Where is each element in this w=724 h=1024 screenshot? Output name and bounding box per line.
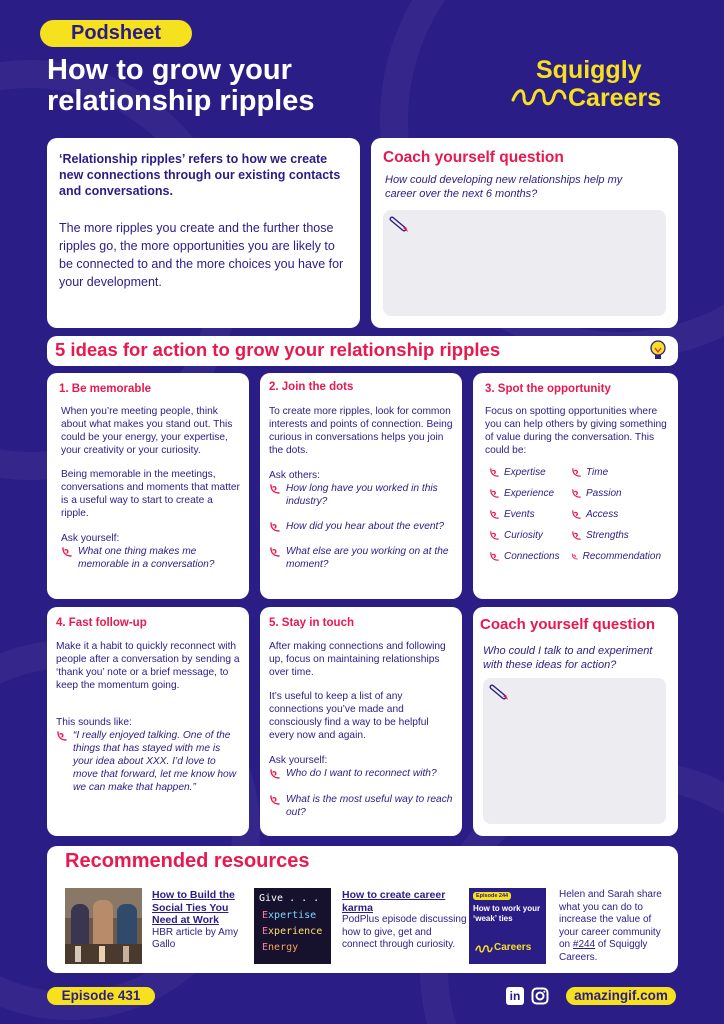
ripple-icon — [489, 551, 500, 562]
opportunity-item — [489, 467, 569, 478]
answer-box-1[interactable] — [383, 210, 666, 316]
opportunity-item-label: Expertise — [504, 467, 546, 478]
idea3-title: 3. Spot the opportunity — [485, 383, 611, 395]
idea-card-fast-follow-up — [47, 607, 249, 836]
coach-question-1: How could developing new relationships help my career over the next 6 months? — [385, 174, 623, 200]
coach-card-2 — [473, 607, 678, 836]
opportunity-item-label: Passion — [586, 488, 622, 499]
idea2-ask-label: Ask others: — [269, 470, 320, 481]
opportunity-list — [489, 467, 661, 562]
squiggle-icon — [510, 86, 568, 110]
ripple-icon — [269, 521, 281, 533]
idea-card-stay-in-touch — [260, 607, 462, 836]
idea5-question1 — [269, 767, 455, 780]
resource1-description: HBR article by Amy Gallo — [152, 926, 239, 950]
pencil-icon — [389, 216, 411, 236]
opportunity-item-label: Events — [504, 509, 535, 520]
squiggle-icon — [475, 944, 493, 954]
idea5-paragraph1: After making connections and following up, focus on maintaining relationships over time. — [269, 641, 446, 678]
resource3-description-pre: Helen and Sarah share what you can do to increase the value of your career community on — [559, 889, 662, 950]
resource3-image-logo: Careers — [494, 942, 532, 953]
idea2-question1-text: How long have you worked in this industry? — [286, 483, 438, 507]
idea4-title: 4. Fast follow-up — [56, 617, 147, 629]
ripple-icon — [489, 509, 500, 520]
idea1-ask-label: Ask yourself: — [61, 533, 120, 544]
logo-text-line1: Squiggly — [536, 56, 642, 84]
ideas-banner-title: 5 ideas for action to grow your relationship ripples — [55, 339, 501, 360]
opportunity-item — [571, 488, 661, 499]
idea-card-spot-the-opportunity — [473, 373, 678, 599]
idea1-question1 — [61, 545, 241, 571]
opportunity-item — [571, 509, 661, 520]
page-title-line1: How to grow your — [47, 54, 292, 86]
resource3-text — [559, 889, 669, 964]
ripple-icon — [489, 488, 500, 499]
idea1-paragraph2: Being memorable in the meetings, conversations and moments that matter is a useful way to start to create a ripple. — [61, 469, 240, 519]
idea-card-join-the-dots — [260, 373, 462, 599]
resource2-image-expertise: xpertise — [268, 910, 317, 921]
ripple-icon — [571, 509, 582, 520]
resource3-episode-link[interactable]: #244 — [572, 939, 596, 950]
opportunity-item-label: Connections — [504, 551, 560, 562]
answer-box-2[interactable] — [483, 678, 666, 824]
idea-card-be-memorable — [47, 373, 249, 599]
idea5-question1-text: Who do I want to reconnect with? — [286, 768, 437, 779]
opportunity-item-label: Recommendation — [582, 551, 661, 562]
resource3-image-title: How to work your ‘weak’ ties — [473, 904, 541, 923]
opportunity-item — [489, 488, 569, 499]
idea2-question2-text: How did you hear about the event? — [286, 521, 445, 532]
resources-title: Recommended resources — [65, 850, 310, 872]
idea2-title: 2. Join the dots — [269, 381, 354, 393]
opportunity-item-label: Access — [586, 509, 619, 520]
idea4-quote-text: “I really enjoyed talking. One of the things that has stayed with me is your idea about XXX. I’d love to move that forward, let me know how we can make that happen.” — [73, 730, 237, 793]
coach-title-1: Coach yourself question — [383, 149, 564, 166]
ripple-icon — [56, 730, 68, 742]
resource2-link[interactable]: How to create career karma — [342, 889, 446, 914]
idea4-quote — [56, 729, 242, 794]
coach-card-1 — [371, 138, 678, 328]
lightbulb-icon — [648, 339, 668, 363]
opportunity-item — [571, 551, 661, 562]
opportunity-item — [489, 509, 569, 520]
opportunity-item — [571, 467, 661, 478]
opportunity-item — [571, 530, 661, 541]
ripple-icon — [571, 467, 582, 478]
linkedin-icon[interactable]: in — [506, 987, 524, 1005]
idea5-question2-text: What is the most useful way to reach out? — [286, 794, 453, 818]
intro-body-text: The more ripples you create and the further those ripples go, the more opportunities you are likely to be connected to and the more choices you have for your development. — [59, 221, 344, 289]
opportunity-item-label: Experience — [504, 488, 555, 499]
page-title — [47, 55, 315, 117]
idea4-ask-label: This sounds like: — [56, 717, 132, 728]
opportunity-item-label: Curiosity — [504, 530, 543, 541]
episode-badge: Episode 431 — [47, 987, 155, 1005]
resource1-text — [152, 889, 242, 952]
ripple-icon — [269, 794, 281, 806]
idea5-title: 5. Stay in touch — [269, 617, 354, 629]
idea5-ask-label: Ask yourself: — [269, 755, 328, 766]
intro-card — [47, 138, 360, 328]
ripple-icon — [269, 546, 281, 558]
ripple-icon — [489, 530, 500, 541]
idea2-question2 — [269, 520, 455, 533]
resource2-image-energy: nergy — [268, 942, 299, 953]
resource3-image-tag: Episode 244 — [473, 892, 511, 900]
resource3-description-post: of Squiggly Careers. — [559, 939, 648, 963]
ripple-icon — [571, 488, 582, 499]
ripple-icon — [489, 467, 500, 478]
idea5-question2 — [269, 793, 455, 819]
resource2-image-give: Give . . . — [259, 893, 320, 904]
opportunity-item-label: Strengths — [586, 530, 629, 541]
idea2-paragraph1: To create more ripples, look for common interests and points of connection. Being curious in conversations helps you join the dots. — [269, 406, 453, 456]
resources-card — [47, 846, 678, 973]
resource2-image[interactable]: Give . . . Expertise Experience Energy — [254, 888, 331, 964]
ripple-icon — [269, 768, 281, 780]
idea1-paragraph1: When you’re meeting people, think about what makes you stand out. This could be your energy, your expertise, your creativity or your curiosity. — [61, 406, 233, 456]
ideas-banner — [47, 336, 678, 366]
opportunity-item-label: Time — [586, 467, 609, 478]
intro-bold-text: ‘Relationship ripples’ refers to how we create new connections through our existing contacts and conversations. — [59, 152, 341, 198]
podsheet-badge: Podsheet — [40, 20, 192, 47]
resource1-image[interactable] — [65, 888, 142, 964]
resource2-image-experience: xperience — [268, 926, 323, 937]
coach-question-2: Who could I talk to and experiment with these ideas for action? — [483, 645, 653, 671]
resource2-text — [342, 889, 467, 952]
opportunity-item — [489, 530, 569, 541]
squiggly-careers-logo — [510, 56, 690, 116]
idea1-title: 1. Be memorable — [59, 383, 152, 395]
ripple-icon — [571, 551, 579, 562]
opportunity-item — [489, 551, 569, 562]
page-title-line2: relationship ripples — [47, 85, 315, 117]
ripple-icon — [571, 530, 582, 541]
idea2-question3-text: What else are you working on at the moment? — [286, 546, 449, 570]
resource3-image[interactable] — [469, 888, 546, 964]
idea5-paragraph2: It’s useful to keep a list of any connections you’ve made and consciously find a way to be helpful every now and again. — [269, 691, 429, 741]
ripple-icon — [269, 483, 281, 495]
idea2-question1 — [269, 482, 455, 508]
resource2-description: PodPlus episode discussing how to give, get and connect through curiosity. — [342, 914, 467, 950]
pencil-icon — [489, 684, 511, 704]
logo-text-line2: Careers — [568, 84, 662, 112]
idea3-paragraph1: Focus on spotting opportunities where you can help others by giving something of value during the conversation. This could be: — [485, 406, 667, 456]
resource1-link[interactable]: How to Build the Social Ties You Need at Work — [152, 889, 235, 926]
coach-title-2: Coach yourself question — [480, 616, 656, 633]
idea1-question1-text: What one thing makes me memorable in a conversation? — [78, 546, 215, 570]
website-link[interactable]: amazingif.com — [566, 987, 676, 1005]
idea2-question3 — [269, 545, 455, 571]
ripple-icon — [61, 546, 73, 558]
instagram-icon[interactable] — [531, 987, 549, 1005]
idea4-paragraph1: Make it a habit to quickly reconnect with people after a conversation by sending a ‘thank you’ note or a brief message, to keep the momentum going. — [56, 641, 240, 691]
